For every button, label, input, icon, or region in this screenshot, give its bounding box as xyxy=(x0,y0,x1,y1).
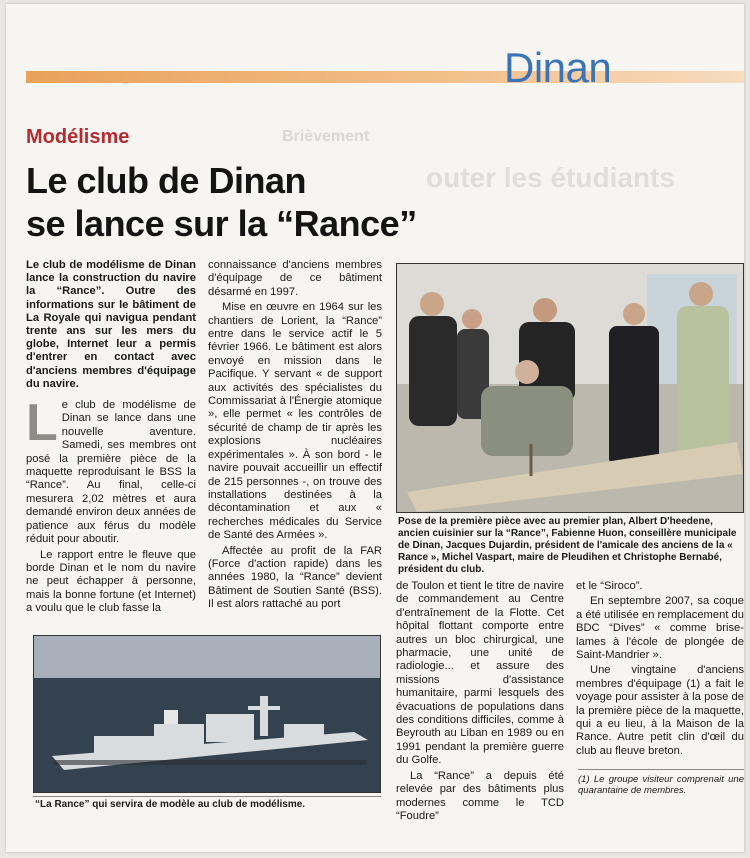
body-paragraph: En septembre 2007, sa coque a été utilisée en remplacement du BDC “Dives” « comme brise-lames à l'école de plongée de Saint-Mandrier ». xyxy=(576,595,744,662)
newspaper-page xyxy=(6,4,744,852)
body-paragraph: et le “Siroco”. xyxy=(576,580,643,592)
footnote: (1) Le groupe visiteur comprenait une quarantaine de membres. xyxy=(578,774,744,796)
caption-divider xyxy=(33,796,381,797)
ship-photo xyxy=(33,635,381,793)
body-paragraph: Le rapport entre le fleuve que borde Dinan et le nom du navire ne peut échapper à personne, mais la bonne fortune (et Internet) a voulu que le club fasse la xyxy=(26,548,196,615)
column-1 xyxy=(26,259,196,618)
ship-caption: “La Rance” qui servira de modèle au club de modélisme. xyxy=(35,799,306,810)
bleed-through-text: outer les étudiants xyxy=(426,162,675,193)
body-paragraph: de Toulon et tient le titre de navire de commandement au Centre d'entraînement de la Flotte. Cet hôpital flottant comporte entre autres un bloc chirurgical, une pharmacie, une unité de radiologie... et assure des missions d'assistance humanitaire, parmi lesquels des évacuations de populations dans des conditions difficiles, comme à Beyrouth au Liban en 1989 ou en 1991 pendant la première guerre du Golfe. xyxy=(396,580,564,767)
headline-line-1: Le club de Dinan xyxy=(26,160,307,201)
body-paragraph: Une vingtaine d'anciens membres d'équipage (1) a fait le voyage pour assister à la pose de la première pièce de la maquette, qui a eu lieu, à la Maison de la Rance. Autre petit clin d'œil du club au fleuve breton. xyxy=(576,664,744,757)
header-bar xyxy=(26,71,744,83)
column-3 xyxy=(396,580,564,825)
ship-photo-illustration xyxy=(34,636,380,792)
drop-cap: L xyxy=(26,394,58,453)
town-header: Dinan xyxy=(504,44,612,91)
lead-paragraph: Le club de modélisme de Dinan lance la construction du navire la “Rance”. Outre des informations sur le bâtiment de La Royale qui navigua pendant trente ans sur les mers du globe, Internet leur a permis d'entrer en contact avec d'anciens membres d'équipage du navire. xyxy=(26,259,196,390)
body-paragraph: La “Rance” a depuis été relevée par des bâtiments plus modernes comme le TCD “Foudre” xyxy=(396,769,564,822)
body-paragraph: Mise en œuvre en 1964 sur les chantiers de Lorient, la “Rance” entre dans le service actif le 5 février 1966. Le bâtiment est alors envoyé en mission dans le Pacifique. Y servant « de support aux activités des spécialistes du Commissariat à l'Énergie atomique », elle permet « les contrôles de sécurité de champ de tir après les explosions nucléaires expérimentales ». À son bord - le navire pouvait accueillir un effectif de 215 personnes -, on trouve des installations destinées à la décontamination et aux « recherches médicales du Service de Santé des Armées ». xyxy=(208,301,382,542)
body-paragraph: connaissance d'anciens membres d'équipage de ce bâtiment désarmé en 1997. xyxy=(208,259,382,298)
headline-line-2: se lance sur la “Rance” xyxy=(26,203,417,244)
group-photo xyxy=(396,263,744,513)
footnote-divider xyxy=(578,769,744,770)
body-paragraph: e club de modélisme de Dinan se lance dans une nouvelle aventure. Samedi, ses membres ont posé la première pièce de la maquette reproduisant le BSS la “Rance”. Au final, celle-ci mesurera 2,02 mètres et aura demandé environ deux années de patience aux férus du modèle réduit pour aboutir. xyxy=(26,399,196,546)
headline xyxy=(26,159,417,245)
column-4 xyxy=(576,580,744,760)
body-paragraph: Affectée au profit de la FAR (Force d'action rapide) dans les années 1980, la “Rance” devient Bâtiment de Soutien Santé (BSS). Il est alors rattaché au port xyxy=(208,544,382,611)
bleed-through-text: Brièvement xyxy=(282,128,370,145)
section-label: Modélisme xyxy=(26,126,130,148)
column-2 xyxy=(208,259,382,614)
photo-caption: Pose de la première pièce avec au premier plan, Albert D'heedene, ancien cuisinier sur la “Rance”, Fabienne Huon, conseillère municipale de Dinan, Jacques Dujardin, président de l'amicale des anciens de la « Rance », Michel Vaspart, maire de Pleudihen et Christophe Bernabé, président du club. xyxy=(398,516,737,575)
group-photo-illustration xyxy=(397,264,743,512)
